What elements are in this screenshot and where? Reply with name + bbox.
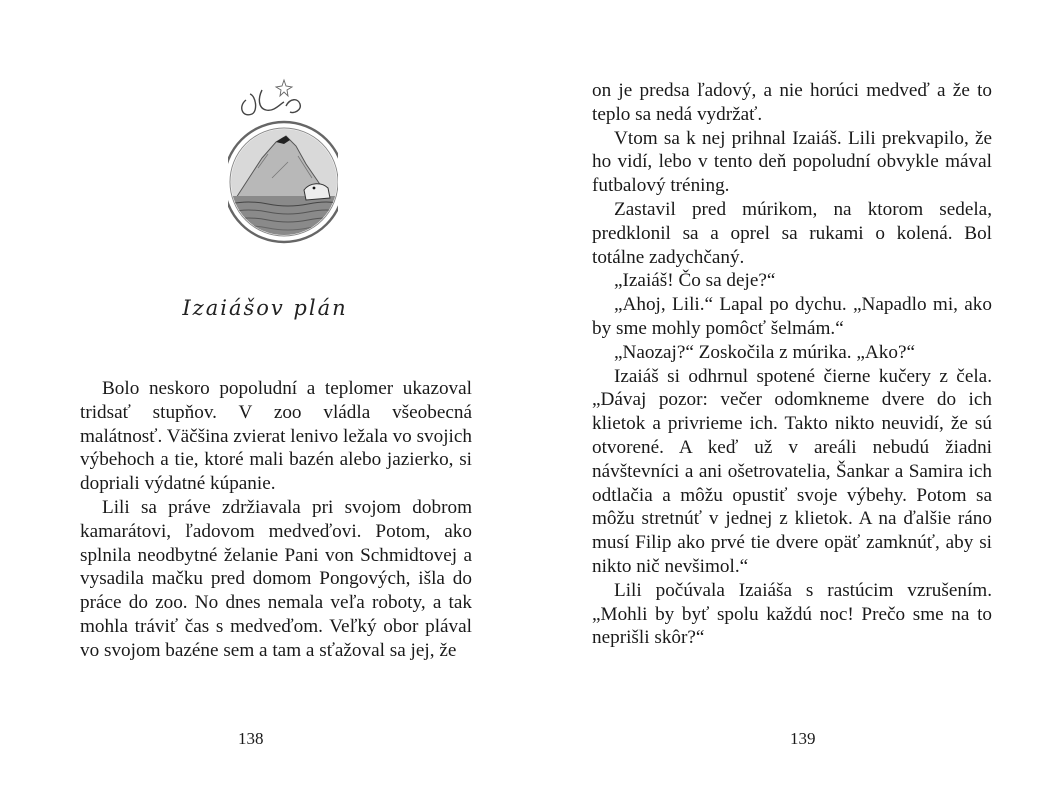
left-page-text (80, 377, 472, 663)
paragraph: „Izaiáš! Čo sa deje?“ (614, 270, 776, 292)
paragraph: Lili sa práve zdržiavala pri svojom dobrom kamarátovi, ľadovom medveďovi. Potom, ako splnila neodbytné želanie Pani von Schmidtovej a vysadila mačku pred domom Pongových, išla do práce do zoo. No dnes nemala veľa roboty, a tak mohla tráviť čas s medveďom. Veľký obor plával vo svojom bazéne sem a tam a sťažoval sa jej, že (80, 496, 472, 661)
page-number-left: 138 (238, 729, 264, 748)
right-page-text (592, 79, 992, 650)
page-number-right: 139 (790, 729, 816, 748)
paragraph: Zastavil pred múrikom, na ktorom sedela, predklonil sa a oprel sa rukami o kolená. Bol totálne zadychčaný. (592, 198, 992, 268)
paragraph: Bolo neskoro popoludní a teplomer ukazoval tridsať stupňov. V zoo vládla všeobecná malátnosť. Väčšina zvierat lenivo ležala vo svojich výbehoch a tie, ktoré mali bazén alebo jazierko, si dopriali výdatné kúpanie. (80, 378, 472, 495)
right-page (526, 0, 1052, 800)
paragraph: Izaiáš si odhrnul spotené čierne kučery z čela. „Dávaj pozor: večer odomkneme dvere do ich klietok a privrieme ich. Takto nikto neuvidí, že sú otvorené. A keď už v areáli nebudú žiadni návštevníci a ani ošetrovatelia, Šankar a Samira ich odtlačia a môžu opustiť svoje výbehy. Potom sa môžu stretnúť v jednej z klietok. A na ďalšie ráno musí Filip ako prvé tie dvere opäť zamknúť, aby si nikto nič nevšimol.“ (592, 365, 992, 577)
chapter-title: Izaiášov plán (182, 296, 348, 320)
paragraph: „Naozaj?“ Zoskočila z múrika. „Ako?“ (614, 341, 915, 363)
paragraph: Lili počúvala Izaiáša s rastúcim vzrušením. „Mohli by byť spolu každú noc! Prečo sme na to neprišli skôr?“ (592, 579, 992, 649)
paragraph: „Ahoj, Lili.“ Lapal po dychu. „Napadlo mi, ako by sme mohly pomôcť šelmám.“ (592, 294, 992, 339)
paragraph-continuation: on je predsa ľadový, a nie horúci medveď a že to teplo sa nedá vydržať. (592, 80, 992, 125)
ice-mountain-medallion-icon (228, 78, 338, 258)
paragraph: Vtom sa k nej prihnal Izaiáš. Lili prekvapilo, že ho vidí, lebo v tento deň popoludní obvykle mával futbalový tréning. (592, 127, 992, 197)
